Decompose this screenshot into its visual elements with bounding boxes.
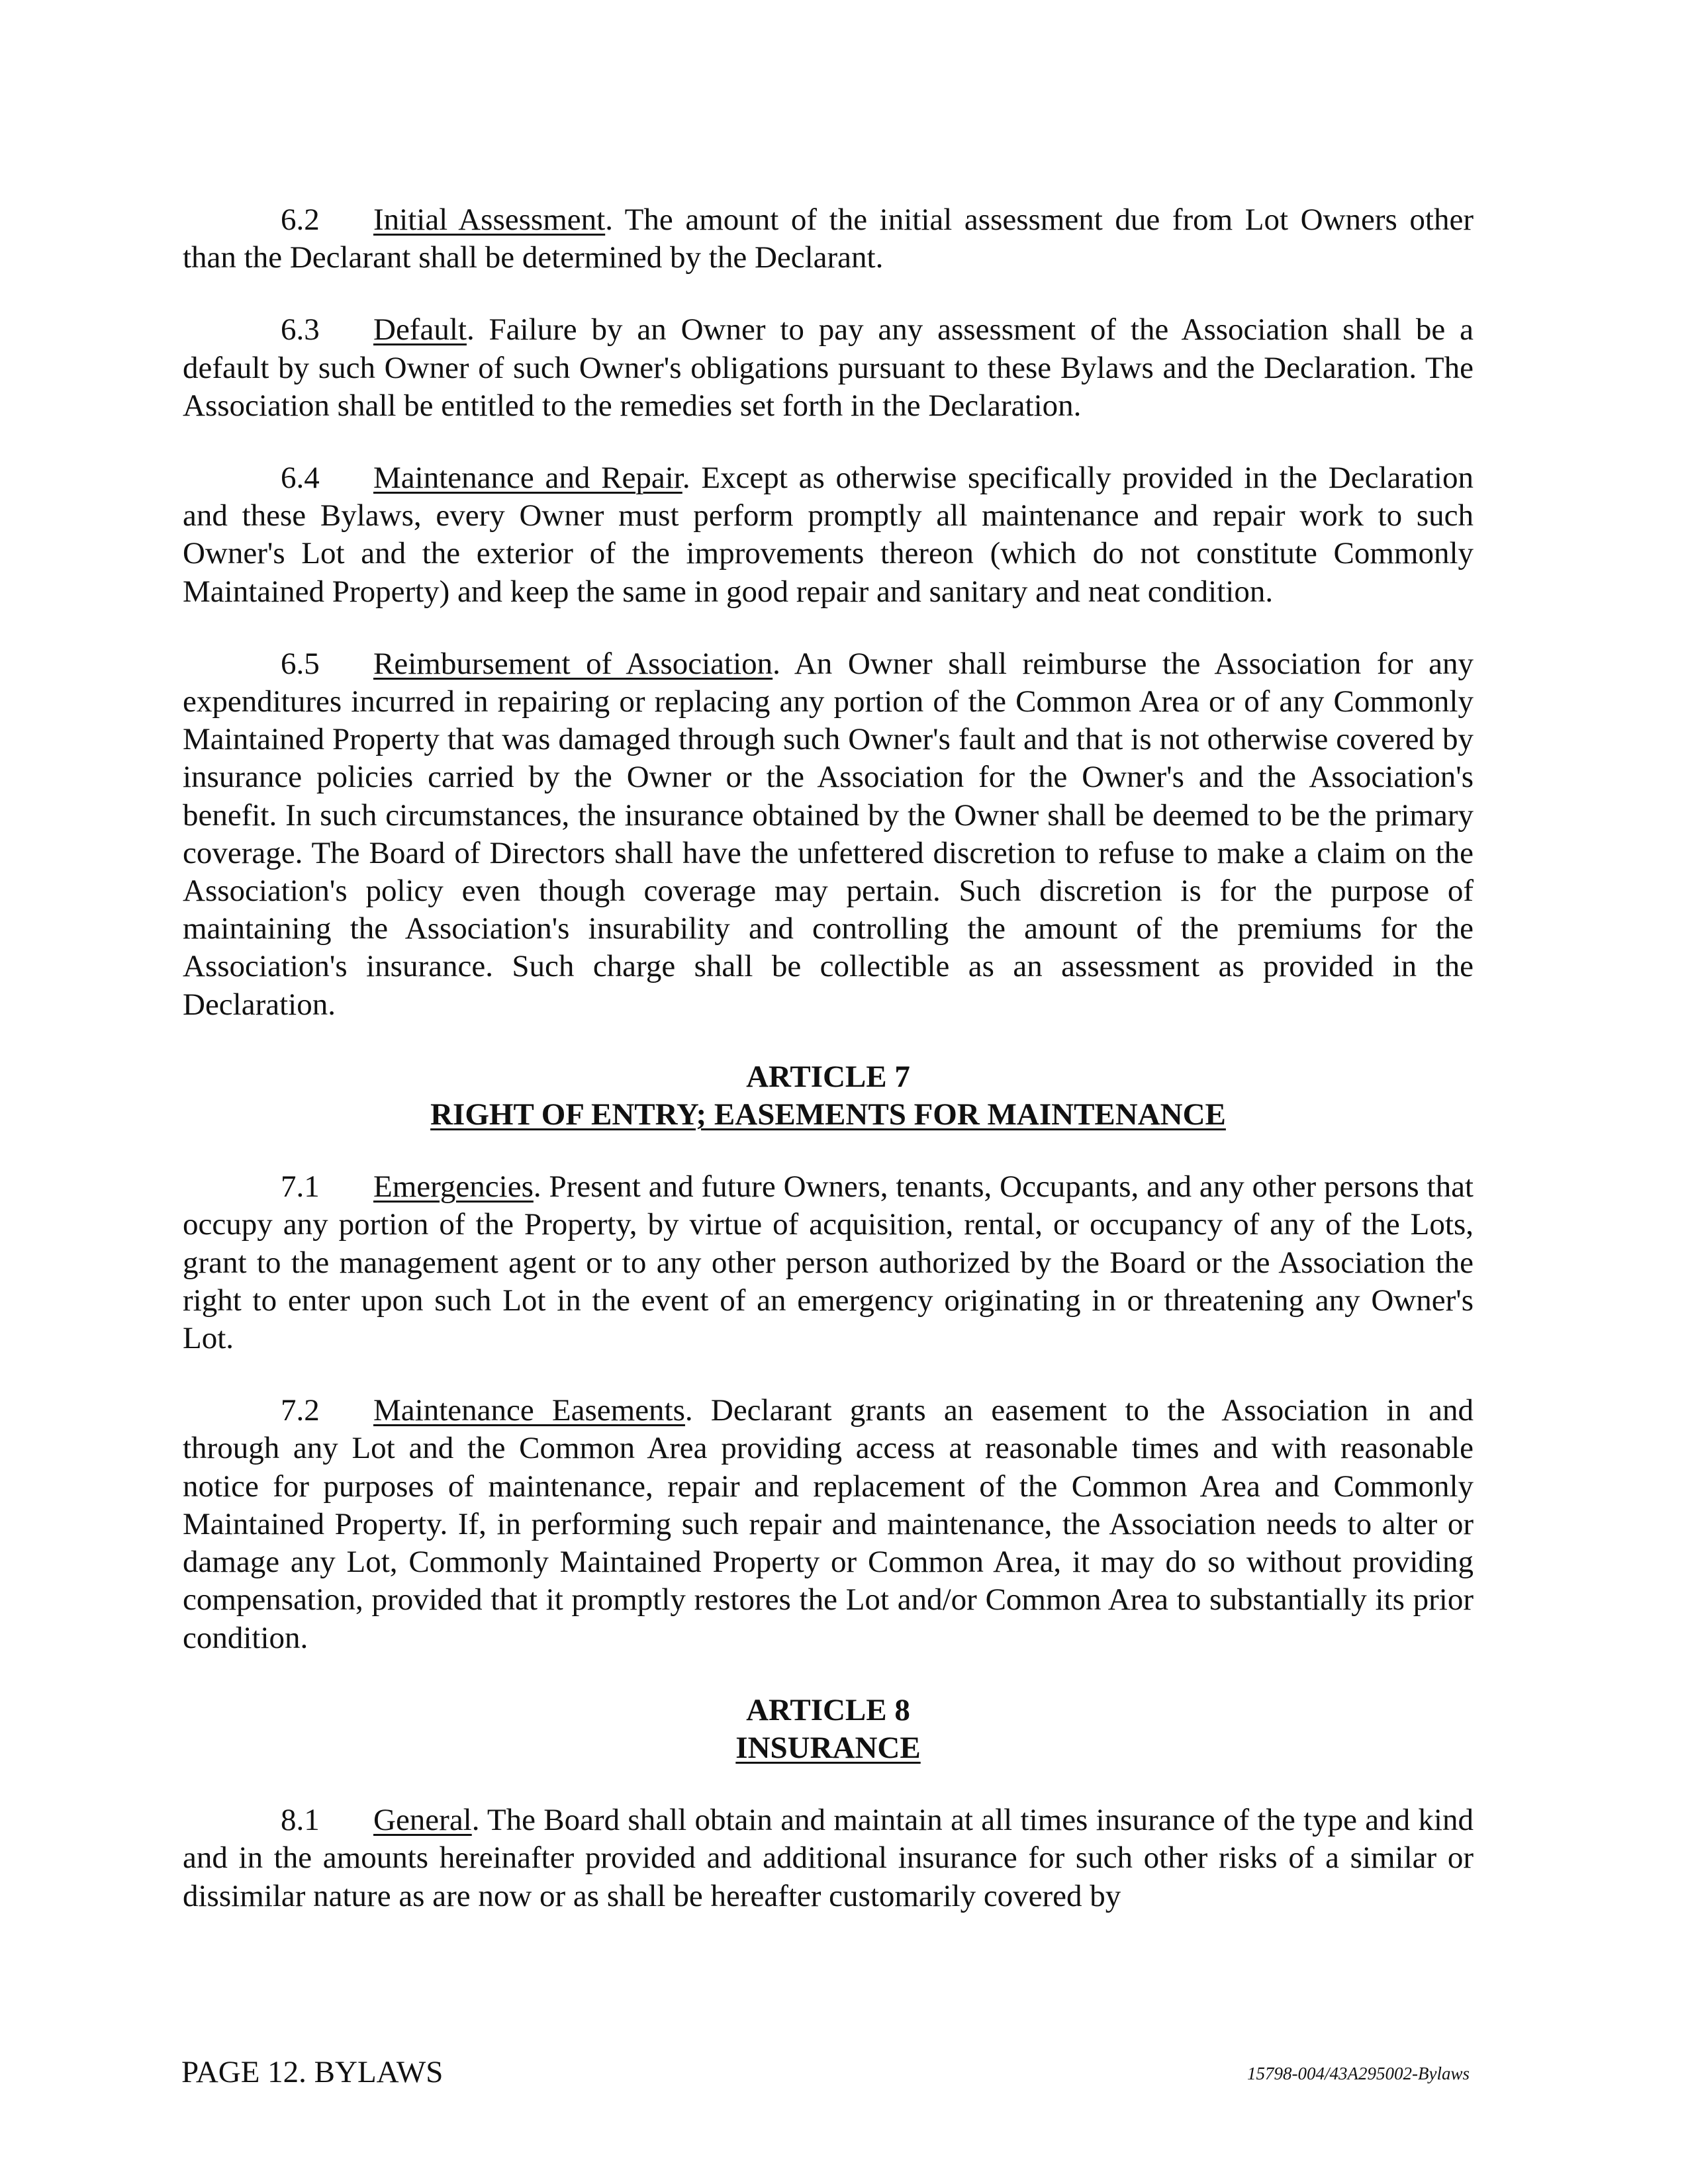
section-heading: Maintenance and Repair bbox=[373, 461, 682, 496]
section-number: 7.1 bbox=[281, 1169, 320, 1205]
section-heading: General bbox=[373, 1803, 472, 1838]
section-text: . The Board shall obtain and maintain at all times insurance of the type and kind and in the amounts hereinafter provided and additional insurance for such other risks of a similar or dissimilar nature as are now or as shall be hereafter customarily covered by bbox=[183, 1803, 1474, 1913]
article-title: INSURANCE bbox=[735, 1730, 921, 1765]
page-label: PAGE 12. BYLAWS bbox=[181, 2055, 444, 2089]
section-number: 6.5 bbox=[281, 646, 320, 681]
section-6-3 bbox=[183, 311, 1474, 425]
section-text: . Present and future Owners, tenants, Occupants, and any other persons that occupy any portion of the Property, by virtue of acquisition, rental, or occupancy of any of the Lots, grant to the management agent or to any other person authorized by the Board or the Association the right to enter upon such Lot in the event of an emergency originating in or threatening any Owner's Lot. bbox=[183, 1169, 1474, 1356]
section-number: 6.3 bbox=[281, 312, 320, 347]
section-6-4 bbox=[183, 459, 1474, 611]
section-heading: Reimbursement of Association bbox=[373, 646, 773, 681]
section-6-5 bbox=[183, 645, 1474, 1024]
document-id: 15798-004/43A295002-Bylaws bbox=[1247, 2064, 1470, 2083]
section-7-1 bbox=[183, 1168, 1474, 1357]
section-text: . Except as otherwise specifically provided in the Declaration and these Bylaws, every Owner must perform promptly all maintenance and repair work to such Owner's Lot and the exterior of the improvements thereon (which do not constitute Commonly Maintained Property) and keep the same in good repair and sanitary and neat condition. bbox=[183, 461, 1474, 609]
article-label: ARTICLE 7 bbox=[746, 1059, 910, 1094]
section-8-1 bbox=[183, 1801, 1474, 1915]
section-heading: Maintenance Easements bbox=[373, 1393, 685, 1428]
section-number: 6.2 bbox=[281, 203, 320, 237]
section-text: . Failure by an Owner to pay any assessment of the Association shall be a default by such Owner of such Owner's obligations pursuant to these Bylaws and the Declaration. The Association shall be entitled to the remedies set forth in the Declaration. bbox=[183, 312, 1474, 423]
section-6-2 bbox=[183, 201, 1474, 277]
section-heading: Emergencies bbox=[373, 1169, 534, 1205]
section-heading: Initial Assessment bbox=[373, 203, 606, 237]
section-text: . An Owner shall reimburse the Association for any expenditures incurred in repairing or replacing any portion of the Common Area or of any Commonly Maintained Property that was damaged through such Owner's fault and that is not otherwise covered by insurance policies carried by the Owner or the Association for the Owner's and the Association's benefit. In such circumstances, the insurance obtained by the Owner shall be deemed to be the primary coverage. The Board of Directors shall have the unfettered discretion to refuse to make a claim on the Association's policy even though coverage may pertain. Such discretion is for the purpose of maintaining the Association's insurability and controlling the amount of the premiums for the Association's insurance. Such charge shall be collectible as an assessment as provided in the Declaration. bbox=[183, 646, 1474, 1022]
article-label: ARTICLE 8 bbox=[746, 1692, 910, 1727]
section-heading: Default bbox=[373, 312, 467, 347]
article-title: RIGHT OF ENTRY; EASEMENTS FOR MAINTENANCE bbox=[430, 1097, 1226, 1132]
section-7-2 bbox=[183, 1392, 1474, 1657]
article-7-heading bbox=[183, 1058, 1474, 1134]
section-text: . Declarant grants an easement to the Association in and through any Lot and the Common Area providing access at reasonable times and with reasonable notice for purposes of maintenance, repair and replacement of the Common Area and Commonly Maintained Property. If, in performing such repair and maintenance, the Association needs to alter or damage any Lot, Commonly Maintained Property or Common Area, it may do so without providing compensation, provided that it promptly restores the Lot and/or Common Area to substantially its prior condition. bbox=[183, 1393, 1474, 1655]
section-number: 7.2 bbox=[281, 1393, 320, 1428]
article-8-heading bbox=[183, 1692, 1474, 1767]
document-body bbox=[183, 201, 1474, 1950]
section-text: . The amount of the initial assessment due from Lot Owners other than the Declarant shall be determined by the Declarant. bbox=[183, 203, 1474, 275]
section-number: 6.4 bbox=[281, 461, 320, 496]
section-number: 8.1 bbox=[281, 1803, 320, 1838]
